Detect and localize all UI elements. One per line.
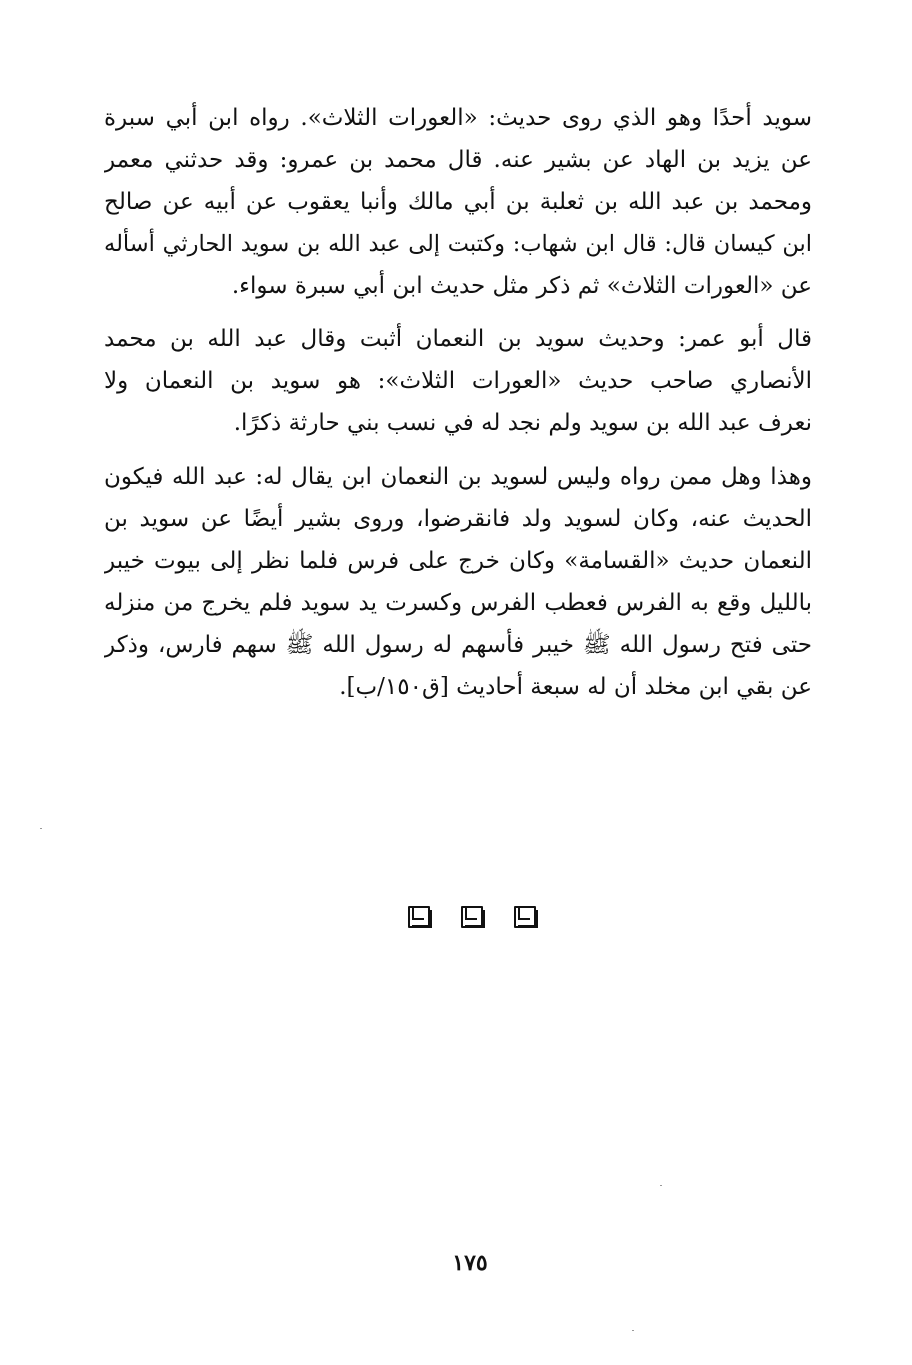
paragraph-line: ومحمد بن عبد الله بن ثعلبة بن أبي مالك وأنبا يعقوب عن أبيه عن صالح (104, 189, 812, 215)
paragraph-line: الحديث عنه، وكان لسويد ولد فانقرضوا، وروى بشير أيضًا عن سويد بن (104, 506, 812, 532)
scan-speck (660, 1185, 662, 1186)
paragraph-line: الأنصاري صاحب حديث «العورات الثلاث»: هو سويد بن النعمان ولا (104, 368, 812, 394)
paragraph-line: عن بقي ابن مخلد أن له سبعة أحاديث [ق١٥٠/ب]. (339, 674, 812, 700)
paragraph-line: وهذا وهل ممن رواه وليس لسويد بن النعمان ابن يقال له: عبد الله فيكون (104, 464, 812, 490)
scan-speck (632, 1330, 634, 1331)
paragraph-line: النعمان حديث «القسامة» وكان خرج على فرس فلما نظر إلى بيوت خيبر (104, 548, 812, 574)
square-ornament-icon (514, 906, 536, 928)
paragraph-line: قال أبو عمر: وحديث سويد بن النعمان أثبت وقال عبد الله بن محمد (104, 326, 812, 352)
paragraph-line: عن يزيد بن الهاد عن بشير عنه. قال محمد بن عمرو: وقد حدثني معمر (104, 147, 812, 173)
paragraph-line: بالليل وقع به الفرس فعطب الفرس وكسرت يد سويد فلم يخرج من منزله (104, 590, 812, 616)
paragraph-line: ابن كيسان قال: قال ابن شهاب: وكتبت إلى عبد الله بن سويد الحارثي أسأله (104, 231, 812, 257)
scan-speck (40, 828, 42, 829)
page-number: ١٧٥ (452, 1250, 488, 1276)
paragraph-1 (104, 97, 812, 307)
paragraph-line: عن «العورات الثلاث» ثم ذكر مثل حديث ابن أبي سبرة سواء. (231, 273, 812, 299)
paragraph-line: سويد أحدًا وهو الذي روى حديث: «العورات الثلاث». رواه ابن أبي سبرة (104, 105, 812, 131)
section-end-ornament (408, 906, 536, 932)
paragraph-line: حتى فتح رسول الله ﷺ خيبر فأسهم له رسول الله ﷺ سهم فارس، وذكر (104, 632, 812, 658)
square-ornament-icon (461, 906, 483, 928)
square-ornament-icon (408, 906, 430, 928)
paragraph-line: نعرف عبد الله بن سويد ولم نجد له في نسب بني حارثة ذكرًا. (233, 410, 812, 436)
paragraph-2 (104, 318, 812, 444)
paragraph-3 (104, 456, 812, 708)
